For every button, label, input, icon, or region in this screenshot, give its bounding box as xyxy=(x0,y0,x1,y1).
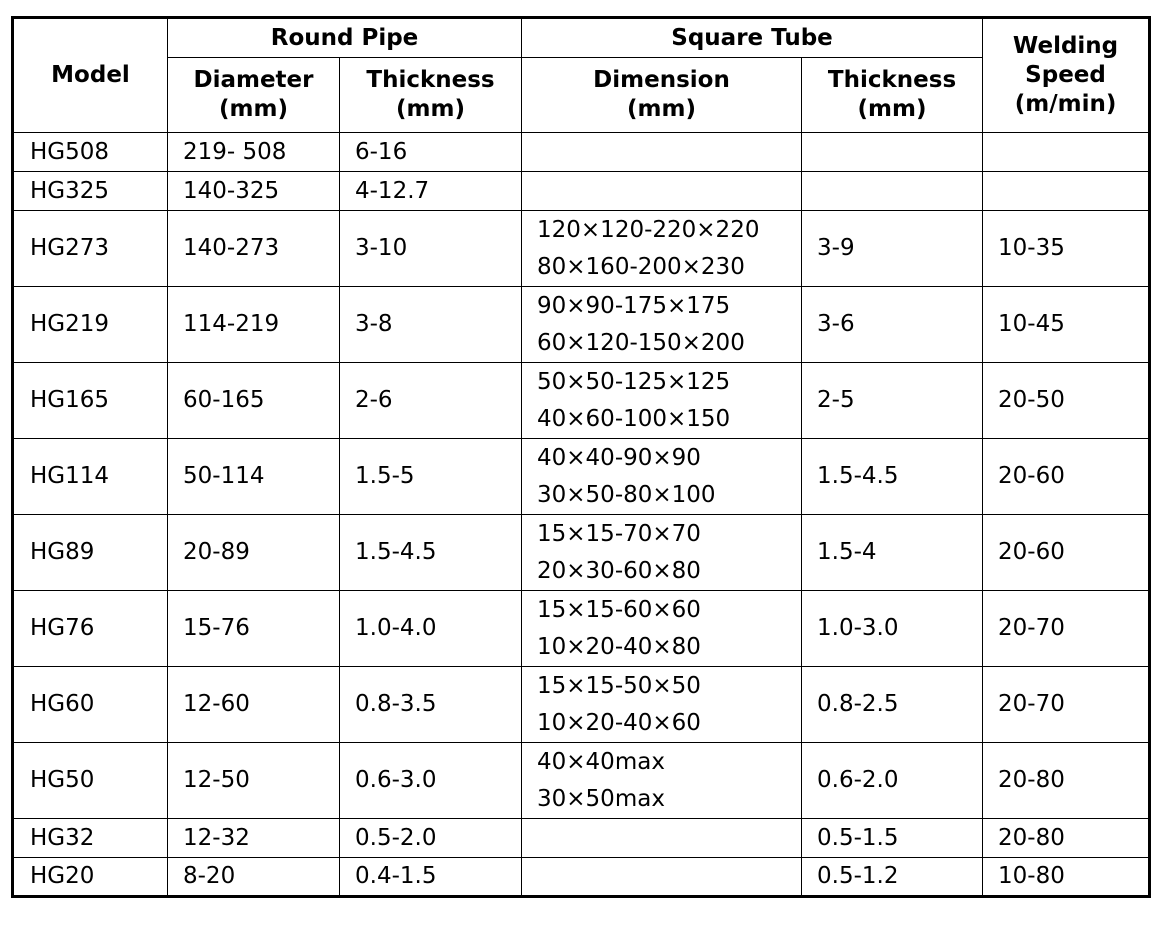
cell-dimension xyxy=(522,515,802,591)
table-header xyxy=(13,18,1150,133)
cell-st-thickness: 0.5-1.2 xyxy=(802,858,983,897)
cell-model: HG165 xyxy=(13,363,168,439)
cell-st-thickness xyxy=(802,172,983,211)
cell-diameter: 140-325 xyxy=(168,172,340,211)
cell-diameter: 50-114 xyxy=(168,439,340,515)
cell-speed xyxy=(983,172,1150,211)
cell-st-thickness xyxy=(802,133,983,172)
cell-speed: 20-50 xyxy=(983,363,1150,439)
cell-diameter: 8-20 xyxy=(168,858,340,897)
cell-dimension-line: 15×15-70×70 xyxy=(537,520,701,547)
cell-st-thickness: 1.5-4.5 xyxy=(802,439,983,515)
cell-dimension-line: 10×20-40×80 xyxy=(537,633,701,660)
cell-model: HG89 xyxy=(13,515,168,591)
cell-speed: 10-80 xyxy=(983,858,1150,897)
cell-st-thickness: 2-5 xyxy=(802,363,983,439)
cell-rp-thickness: 1.5-4.5 xyxy=(340,515,522,591)
cell-rp-thickness: 3-10 xyxy=(340,211,522,287)
cell-dimension-line: 10×20-40×60 xyxy=(537,709,701,736)
header-welding-line: Speed xyxy=(1025,62,1106,88)
cell-speed: 20-60 xyxy=(983,439,1150,515)
cell-dimension xyxy=(522,439,802,515)
cell-rp-thickness: 0.6-3.0 xyxy=(340,743,522,819)
cell-rp-thickness: 1.0-4.0 xyxy=(340,591,522,667)
spec-table xyxy=(11,16,1151,898)
cell-rp-thickness: 3-8 xyxy=(340,287,522,363)
header-line: Dimension xyxy=(593,67,730,93)
cell-st-thickness: 1.5-4 xyxy=(802,515,983,591)
header-st-dimension xyxy=(522,58,802,133)
header-welding-speed xyxy=(983,18,1150,133)
cell-dimension xyxy=(522,667,802,743)
cell-diameter: 219- 508 xyxy=(168,133,340,172)
cell-diameter: 20-89 xyxy=(168,515,340,591)
table-row xyxy=(13,667,1150,743)
cell-speed: 20-70 xyxy=(983,667,1150,743)
cell-dimension-line: 15×15-50×50 xyxy=(537,672,701,699)
cell-st-thickness: 1.0-3.0 xyxy=(802,591,983,667)
table-row xyxy=(13,591,1150,667)
header-line: Thickness xyxy=(366,67,495,93)
cell-model: HG20 xyxy=(13,858,168,897)
cell-rp-thickness: 4-12.7 xyxy=(340,172,522,211)
header-line: Thickness xyxy=(827,67,957,93)
cell-speed: 10-35 xyxy=(983,211,1150,287)
cell-dimension-line: 50×50-125×125 xyxy=(537,368,731,395)
header-model: Model xyxy=(13,18,168,133)
table-row xyxy=(13,172,1150,211)
table-row xyxy=(13,439,1150,515)
header-line: (mm) xyxy=(219,96,288,122)
cell-dimension xyxy=(522,591,802,667)
cell-dimension-line: 30×50max xyxy=(537,785,665,812)
cell-dimension-line: 15×15-60×60 xyxy=(537,596,701,623)
cell-dimension-line: 90×90-175×175 xyxy=(537,292,731,319)
cell-model: HG76 xyxy=(13,591,168,667)
cell-st-thickness: 0.8-2.5 xyxy=(802,667,983,743)
cell-model: HG325 xyxy=(13,172,168,211)
cell-model: HG508 xyxy=(13,133,168,172)
cell-diameter: 12-60 xyxy=(168,667,340,743)
cell-speed: 20-70 xyxy=(983,591,1150,667)
header-welding-line: Welding xyxy=(1012,33,1119,59)
cell-model: HG219 xyxy=(13,287,168,363)
table-row xyxy=(13,515,1150,591)
cell-dimension-line: 80×160-200×230 xyxy=(537,253,745,280)
table-body xyxy=(13,133,1150,897)
cell-diameter: 12-50 xyxy=(168,743,340,819)
cell-dimension-line: 60×120-150×200 xyxy=(537,329,745,356)
cell-st-thickness: 0.6-2.0 xyxy=(802,743,983,819)
header-welding-line: (m/min) xyxy=(1014,91,1117,117)
cell-model: HG60 xyxy=(13,667,168,743)
cell-dimension xyxy=(522,172,802,211)
cell-dimension xyxy=(522,133,802,172)
cell-diameter: 15-76 xyxy=(168,591,340,667)
cell-diameter: 140-273 xyxy=(168,211,340,287)
cell-rp-thickness: 0.5-2.0 xyxy=(340,819,522,858)
cell-dimension xyxy=(522,211,802,287)
header-rp-thickness xyxy=(340,58,522,133)
header-round-pipe: Round Pipe xyxy=(168,18,522,58)
header-rp-diameter xyxy=(168,58,340,133)
cell-rp-thickness: 2-6 xyxy=(340,363,522,439)
header-line: (mm) xyxy=(857,96,927,122)
cell-speed xyxy=(983,133,1150,172)
table-row xyxy=(13,211,1150,287)
header-line: (mm) xyxy=(627,96,696,122)
cell-dimension-line: 30×50-80×100 xyxy=(537,481,716,508)
cell-model: HG32 xyxy=(13,819,168,858)
header-line: (mm) xyxy=(396,96,465,122)
table-row xyxy=(13,363,1150,439)
cell-speed: 20-80 xyxy=(983,743,1150,819)
cell-dimension xyxy=(522,287,802,363)
cell-dimension xyxy=(522,743,802,819)
cell-st-thickness: 3-6 xyxy=(802,287,983,363)
cell-model: HG114 xyxy=(13,439,168,515)
cell-dimension xyxy=(522,363,802,439)
cell-speed: 10-45 xyxy=(983,287,1150,363)
cell-diameter: 12-32 xyxy=(168,819,340,858)
cell-speed: 20-80 xyxy=(983,819,1150,858)
table-row xyxy=(13,819,1150,858)
cell-dimension-line: 40×60-100×150 xyxy=(537,405,731,432)
cell-model: HG50 xyxy=(13,743,168,819)
cell-dimension-line: 40×40max xyxy=(537,748,665,775)
cell-dimension-line: 20×30-60×80 xyxy=(537,557,701,584)
cell-rp-thickness: 1.5-5 xyxy=(340,439,522,515)
table-row xyxy=(13,743,1150,819)
cell-rp-thickness: 6-16 xyxy=(340,133,522,172)
header-line: Diameter xyxy=(193,67,314,93)
header-square-tube: Square Tube xyxy=(522,18,983,58)
cell-st-thickness: 0.5-1.5 xyxy=(802,819,983,858)
cell-dimension xyxy=(522,858,802,897)
table-row xyxy=(13,858,1150,897)
cell-dimension xyxy=(522,819,802,858)
cell-model: HG273 xyxy=(13,211,168,287)
table-row xyxy=(13,133,1150,172)
cell-dimension-line: 120×120-220×220 xyxy=(537,216,760,243)
cell-rp-thickness: 0.4-1.5 xyxy=(340,858,522,897)
table-row xyxy=(13,287,1150,363)
cell-diameter: 114-219 xyxy=(168,287,340,363)
cell-speed: 20-60 xyxy=(983,515,1150,591)
cell-rp-thickness: 0.8-3.5 xyxy=(340,667,522,743)
cell-diameter: 60-165 xyxy=(168,363,340,439)
cell-st-thickness: 3-9 xyxy=(802,211,983,287)
header-st-thickness xyxy=(802,58,983,133)
cell-dimension-line: 40×40-90×90 xyxy=(537,444,701,471)
